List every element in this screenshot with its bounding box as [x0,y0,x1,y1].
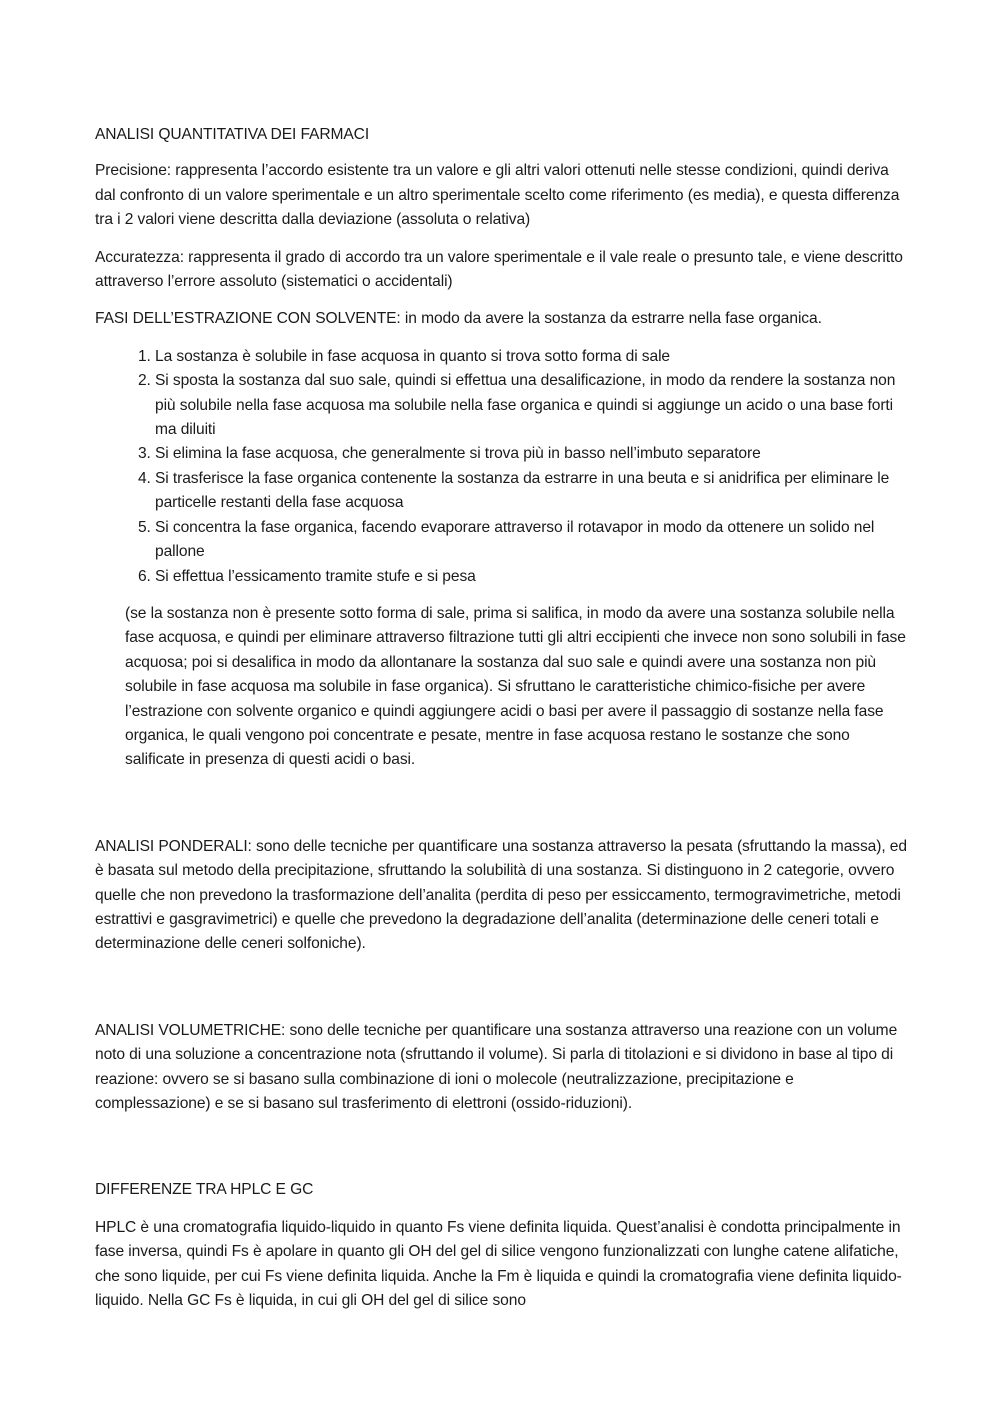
list-item: 5. Si concentra la fase organica, facendo evaporare attraverso il rotavapor in modo da ottenere un solido nel pallone [155,516,910,565]
document-title: ANALISI QUANTITATIVA DEI FARMACI [95,126,370,143]
paragraph-fasi-note: (se la sostanza non è presente sotto forma di sale, prima si salifica, in modo da avere una sostanza solubile nella fase acquosa, e quindi per eliminare attraverso filtrazione tutti gli altri eccipienti che invece non sono solubili in fase acquosa; poi si desalifica in modo da allontanare la sostanza dal suo sale e quindi avere una sostanza non più solubile in fase acquosa ma solubile in fase organica). Si sfruttano le caratteristiche chimico-fisiche per avere l’estrazione con solvente organico e quindi aggiungere acidi o basi per avere il passaggio di sostanze nella fase organica, le quali vengono poi concentrate e pesate, mentre in fase acquosa restano le sostanze che sono salificate in presenza di questi acidi o basi. [125,604,906,769]
paragraph-precisione: Precisione: rappresenta l’accordo esistente tra un valore e gli altri valori ottenuti nelle stesse condizioni, quindi deriva dal confronto di un valore sperimentale e un altro sperimentale scelto come riferimento (es media), e questa differenza tra i 2 valori viene descritta dalla deviazione (assoluta o relativa) [95,162,900,229]
extraction-steps-list [95,345,910,589]
list-item: 6. Si effettua l’essicamento tramite stufe e si pesa [155,565,910,589]
list-item: 4. Si trasferisce la fase organica contenente la sostanza da estrarre in una beuta e si anidrifica per eliminare le particelle restanti della fase acquosa [155,467,910,516]
paragraph-accuratezza: Accuratezza: rappresenta il grado di accordo tra un valore sperimentale e il vale reale o presunto tale, e viene descritto attraverso l’errore assoluto (sistematici o accidentali) [95,248,903,291]
spacer [95,970,910,1019]
paragraph-ponderali: ANALISI PONDERALI: sono delle tecniche per quantificare una sostanza attraverso la pesata (sfruttando la massa), ed è basata sul metodo della precipitazione, sfruttando la solubilità di una sostanza. Si distinguono in 2 categorie, ovvero quelle che non prevedono la trasformazione dell’analita (perdita di peso per essiccamento, termogravimetriche, metodi estrattivi e gasgravimetrici) e quelle che prevedono la degradazione dell’analita (determinazione delle ceneri totali e determinazione delle ceneri solfoniche). [95,837,907,953]
document-page [95,123,910,1326]
list-item: 1. La sostanza è solubile in fase acquosa in quanto si trova sotto forma di sale [155,345,910,369]
list-item: 3. Si elimina la fase acquosa, che generalmente si trova più in basso nell’imbuto separatore [155,442,910,466]
spacer [95,1129,910,1178]
section-heading-hplc: DIFFERENZE TRA HPLC E GC [95,1181,314,1199]
spacer [95,786,910,835]
list-item: 2. Si sposta la sostanza dal suo sale, quindi si effettua una desalificazione, in modo da rendere la sostanza non più solubile nella fase acquosa ma solubile nella fase organica e quindi si aggiunge un acido o una base forti ma diluiti [155,369,910,442]
paragraph-hplc: HPLC è una cromatografia liquido-liquido in quanto Fs viene definita liquida. Quest’analisi è condotta principalmente in fase inversa, quindi Fs è apolare in quanto gli OH del gel di silice vengono funzionalizzati con lunghe catene alifatiche, che sono liquide, per cui Fs viene definita liquida. Anche la Fm è liquida e quindi la cromatografia viene definita liquido-liquido. Nella GC Fs è liquida, in cui gli OH del gel di silice sono [95,1218,902,1310]
paragraph-volumetriche: ANALISI VOLUMETRICHE: sono delle tecniche per quantificare una sostanza attraverso una reazione con un volume noto di una soluzione a concentrazione nota (sfruttando il volume). Si parla di titolazioni e si dividono in base al tipo di reazione: ovvero se si basano sulla combinazione di ioni o molecole (neutralizzazione, precipitazione e complessazione) e se si basano sul trasferimento di elettroni (ossido-riduzioni). [95,1021,898,1112]
section-heading-fasi: FASI DELL’ESTRAZIONE CON SOLVENTE: in modo da avere la sostanza da estrarre nella fase organica. [95,310,822,328]
